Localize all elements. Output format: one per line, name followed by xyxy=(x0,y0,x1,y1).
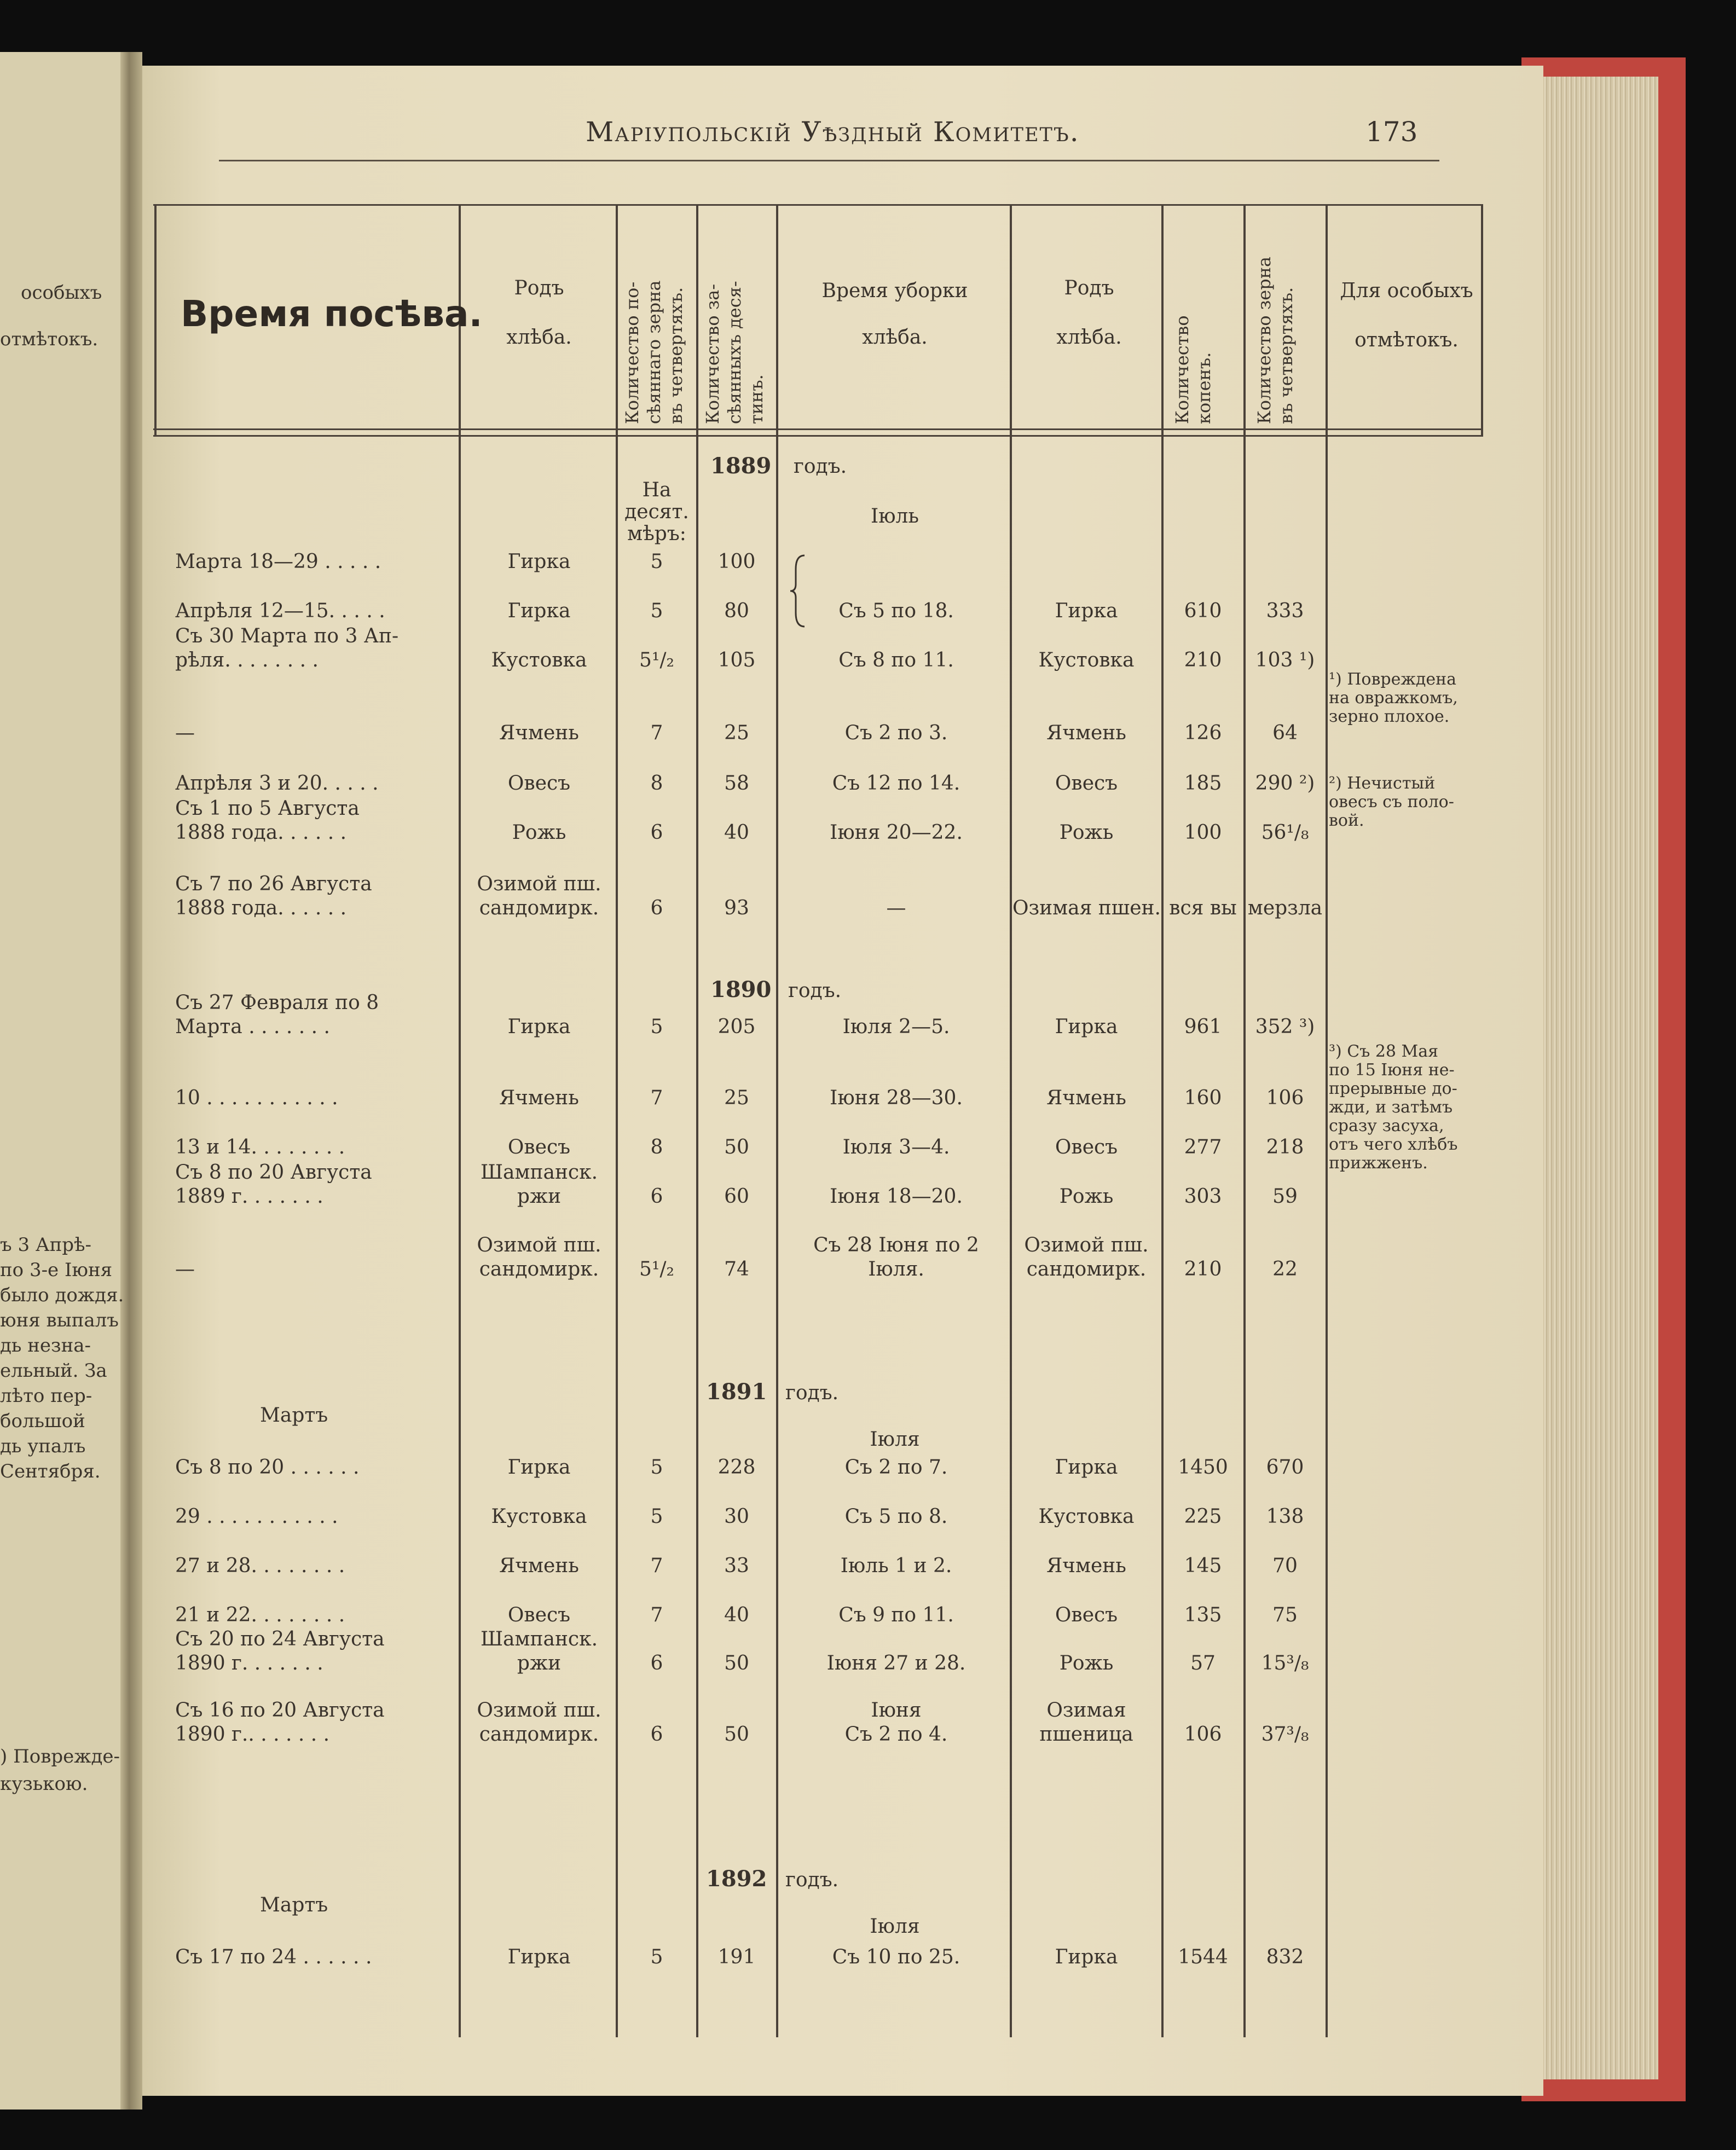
left-note-line: дь незна- xyxy=(0,1335,91,1357)
row-14-crop: Ячмень xyxy=(499,1555,579,1577)
header-rule xyxy=(219,160,1439,161)
row-3-q: 7 xyxy=(650,722,663,744)
row-2-time: Съ 30 Марта по 3 Ап- рѣля. . . . . . . . xyxy=(175,625,399,671)
row-15-d: 40 xyxy=(724,1604,749,1626)
row-12-kop: 1450 xyxy=(1178,1456,1228,1479)
row-9-crop2: Овесъ xyxy=(1055,1136,1118,1158)
row-9-crop: Овесъ xyxy=(507,1136,571,1158)
na-desyat-label: На десят. мѣръ: xyxy=(624,479,689,545)
footnote-1: ¹) Повреждена на овражкомъ, зерно плохое. xyxy=(1329,670,1458,726)
row-3-d: 25 xyxy=(724,722,749,744)
row-18-crop2: Гирка xyxy=(1055,1946,1118,1968)
year-1892-god: годъ. xyxy=(785,1869,839,1891)
row-11-d: 74 xyxy=(724,1258,749,1280)
row-4-q: 8 xyxy=(650,772,663,795)
row-7-d: 205 xyxy=(717,1016,756,1038)
row-12-d: 228 xyxy=(717,1456,756,1479)
col-header-sown-desyatins: Количество за- сѣянныхъ деся- тинъ. xyxy=(702,281,767,424)
row-12-crop: Гирка xyxy=(507,1456,571,1479)
row-14-crop2: Ячмень xyxy=(1046,1555,1126,1577)
row-13-crop2: Кустовка xyxy=(1038,1505,1135,1528)
row-4-crop: Овесъ xyxy=(507,772,571,795)
row-6-grain: мерзла xyxy=(1247,897,1323,919)
col-header-notes-line-2: отмѣтокъ. xyxy=(1355,329,1459,351)
col-divider-8 xyxy=(1326,204,1328,2037)
row-14-kop: 145 xyxy=(1184,1555,1222,1577)
row-6-kop: вся вы xyxy=(1169,897,1237,919)
row-18-harvest: Съ 10 по 25. xyxy=(832,1946,960,1968)
row-6-crop: Озимой пш. сандомирк. xyxy=(477,873,601,919)
row-13-harvest: Съ 5 по 8. xyxy=(844,1505,948,1528)
row-8-time: 10 . . . . . . . . . . . xyxy=(175,1087,338,1109)
row-12-harvest: Съ 2 по 7. xyxy=(844,1456,948,1479)
row-15-q: 7 xyxy=(650,1604,663,1626)
row-18-d: 191 xyxy=(717,1946,756,1968)
left-footnote-line-2: кузькою. xyxy=(0,1773,88,1795)
row-17-d: 50 xyxy=(724,1723,749,1746)
row-4-kop: 185 xyxy=(1184,772,1222,795)
row-1-crop: Гирка xyxy=(507,600,571,622)
row-17-harvest: Іюня Съ 2 по 4. xyxy=(844,1699,948,1746)
row-2-q: 5¹/₂ xyxy=(639,649,674,671)
row-11-kop: 210 xyxy=(1184,1258,1222,1280)
col-divider-6 xyxy=(1161,204,1164,2037)
row-16-time: Съ 20 по 24 Августа 1890 г. . . . . . . xyxy=(175,1628,385,1674)
row-15-crop: Овесъ xyxy=(507,1604,571,1626)
row-2-crop: Кустовка xyxy=(491,649,587,671)
row-12-q: 5 xyxy=(650,1456,663,1479)
row-9-time: 13 и 14. . . . . . . . xyxy=(175,1136,345,1158)
year-1890: 1890 xyxy=(710,977,772,1002)
left-note-line: Сентября. xyxy=(0,1461,101,1482)
row-0-d: 100 xyxy=(717,550,756,573)
col-header-crop2-line-1: Родъ xyxy=(1064,277,1114,299)
row-6-time: Съ 7 по 26 Августа 1888 года. . . . . . xyxy=(175,873,372,919)
col-header-crop1-line-1: Родъ xyxy=(514,277,564,299)
row-7-crop2: Гирка xyxy=(1055,1016,1118,1038)
left-header-line-1: особыхъ xyxy=(21,282,102,304)
row-5-kop: 100 xyxy=(1184,821,1222,844)
row-5-grain: 56¹/₈ xyxy=(1261,821,1309,844)
row-1-time: Апрѣля 12—15. . . . . xyxy=(175,600,385,622)
row-2-crop2: Кустовка xyxy=(1038,649,1135,671)
row-16-crop: Шампанск. ржи xyxy=(480,1628,598,1674)
row-11-crop: Озимой пш. сандомирк. xyxy=(477,1234,601,1280)
row-12-time: Съ 8 по 20 . . . . . . xyxy=(175,1456,360,1479)
row-7-q: 5 xyxy=(650,1016,663,1038)
row-1-q: 5 xyxy=(650,600,663,622)
row-13-time: 29 . . . . . . . . . . . xyxy=(175,1505,338,1528)
row-7-crop: Гирка xyxy=(507,1016,571,1038)
left-note-line: дь упалъ xyxy=(0,1435,86,1457)
row-10-kop: 303 xyxy=(1184,1185,1222,1208)
row-17-crop2: Озимая пшеница xyxy=(1039,1699,1133,1746)
row-10-grain: 59 xyxy=(1272,1185,1298,1208)
row-8-grain: 106 xyxy=(1266,1087,1304,1109)
row-9-d: 50 xyxy=(724,1136,749,1158)
col-header-grain-quarters: Количество зерна въ четвертяхъ. xyxy=(1254,256,1297,424)
row-14-q: 7 xyxy=(650,1555,663,1577)
row-18-q: 5 xyxy=(650,1946,663,1968)
row-15-crop2: Овесъ xyxy=(1055,1604,1118,1626)
year-1891: 1891 xyxy=(706,1379,767,1405)
row-4-grain: 290 ²) xyxy=(1255,772,1315,795)
row-16-harvest: Іюня 27 и 28. xyxy=(826,1652,966,1674)
row-17-q: 6 xyxy=(650,1723,663,1746)
left-note-line: ъ 3 Апрѣ- xyxy=(0,1234,92,1256)
row-8-crop: Ячмень xyxy=(499,1087,579,1109)
row-16-d: 50 xyxy=(724,1652,749,1674)
table-left-rule xyxy=(154,204,157,437)
row-17-kop: 106 xyxy=(1184,1723,1222,1746)
row-8-q: 7 xyxy=(650,1087,663,1109)
year-1889-god: годъ. xyxy=(794,455,847,478)
row-1-grain: 333 xyxy=(1266,600,1304,622)
left-note-line: по 3-е Іюня xyxy=(0,1259,113,1281)
row-1-harvest: Съ 5 по 18. xyxy=(838,600,954,622)
row-5-crop: Рожь xyxy=(512,821,566,844)
row-18-kop: 1544 xyxy=(1178,1946,1228,1968)
row-15-time: 21 и 22. . . . . . . . xyxy=(175,1604,345,1626)
table-header-rule-1 xyxy=(153,428,1483,430)
col-divider-7 xyxy=(1243,204,1246,2037)
row-10-time: Съ 8 по 20 Августа 1889 г. . . . . . . xyxy=(175,1161,372,1208)
col-header-harvest-line-1: Время уборки xyxy=(821,280,968,302)
year-1892: 1892 xyxy=(706,1866,767,1892)
col-header-sown-quarters: Количество по- сѣяннаго зерна въ четвертяхъ. xyxy=(622,280,686,424)
row-5-d: 40 xyxy=(724,821,749,844)
row-13-crop: Кустовка xyxy=(491,1505,587,1528)
table-top-rule xyxy=(153,204,1483,206)
harvest-month-iul: Іюль xyxy=(870,505,919,528)
running-header: Маріупольскій Уѣздный Комитетъ. xyxy=(586,116,1080,148)
row-4-harvest: Съ 12 по 14. xyxy=(832,772,960,795)
row-7-time: Съ 27 Февраля по 8 Марта . . . . . . . xyxy=(175,992,379,1038)
col-header-notes-line-1: Для особыхъ xyxy=(1340,280,1473,302)
row-15-kop: 135 xyxy=(1184,1604,1222,1626)
harvest-month-1891: Іюля xyxy=(870,1428,920,1451)
row-5-q: 6 xyxy=(650,821,663,844)
row-13-q: 5 xyxy=(650,1505,663,1528)
row-2-grain: 103 ¹) xyxy=(1255,649,1315,671)
row-16-grain: 15³/₈ xyxy=(1261,1652,1309,1674)
table-right-rule xyxy=(1481,204,1483,437)
row-8-harvest: Іюня 28—30. xyxy=(830,1087,963,1109)
col-header-crop1-line-2: хлѣба. xyxy=(506,326,572,349)
left-header-line-2: отмѣтокъ. xyxy=(0,328,99,350)
footnote-3: ³) Съ 28 Мая по 15 Іюня не- прерывные до- жди, и затѣмъ сразу засуха, отъ чего хлѣбъ прижженъ. xyxy=(1329,1042,1458,1173)
row-4-d: 58 xyxy=(724,772,749,795)
col-divider-1 xyxy=(459,204,461,2037)
row-5-harvest: Іюня 20—22. xyxy=(830,821,963,844)
row-17-crop: Озимой пш. сандомирк. xyxy=(477,1699,601,1746)
row-3-harvest: Съ 2 по 3. xyxy=(844,722,948,744)
row-5-time: Съ 1 по 5 Августа 1888 года. . . . . . xyxy=(175,797,360,844)
left-note-line: ельный. За xyxy=(0,1360,107,1382)
row-6-q: 6 xyxy=(650,897,663,919)
row-7-harvest: Іюля 2—5. xyxy=(842,1016,950,1038)
row-18-grain: 832 xyxy=(1266,1946,1304,1968)
row-17-time: Съ 16 по 20 Августа 1890 г.. . . . . . . xyxy=(175,1699,385,1746)
row-11-harvest: Съ 28 Іюня по 2 Іюля. xyxy=(813,1234,979,1280)
col-divider-2 xyxy=(616,204,618,2037)
sowing-month-1891: Мартъ xyxy=(260,1404,328,1427)
row-16-kop: 57 xyxy=(1190,1652,1216,1674)
footnote-2: ²) Нечистый овесъ съ поло- вой. xyxy=(1329,774,1454,830)
left-note-line: лѣто пер- xyxy=(0,1385,92,1407)
row-7-kop: 961 xyxy=(1184,1016,1222,1038)
row-3-kop: 126 xyxy=(1184,722,1222,744)
row-3-crop: Ячмень xyxy=(499,722,579,744)
left-footnote-line-1: ) Поврежде- xyxy=(0,1746,120,1767)
left-page xyxy=(0,52,129,2110)
row-11-q: 5¹/₂ xyxy=(639,1258,674,1280)
row-3-time: — xyxy=(175,722,195,744)
row-1-d: 80 xyxy=(724,600,749,622)
row-14-harvest: Іюль 1 и 2. xyxy=(840,1555,952,1577)
col-header-kopny: Количество копенъ. xyxy=(1172,315,1214,424)
year-1891-god: годъ. xyxy=(785,1382,839,1404)
row-6-crop2: Озимая пшен. xyxy=(1012,897,1161,919)
row-10-harvest: Іюня 18—20. xyxy=(830,1185,963,1208)
left-note-line: было дождя. xyxy=(0,1284,124,1306)
row-10-crop2: Рожь xyxy=(1059,1185,1114,1208)
row-10-q: 6 xyxy=(650,1185,663,1208)
sowing-month-1892: Мартъ xyxy=(260,1894,328,1916)
row-5-crop2: Рожь xyxy=(1059,821,1114,844)
row-17-grain: 37³/₈ xyxy=(1261,1723,1309,1746)
row-13-kop: 225 xyxy=(1184,1505,1222,1528)
col-divider-3 xyxy=(696,204,698,2037)
page-number: 173 xyxy=(1365,116,1418,148)
row-1-crop2: Гирка xyxy=(1055,600,1118,622)
row-14-d: 33 xyxy=(724,1555,749,1577)
row-3-grain: 64 xyxy=(1272,722,1298,744)
col-header-crop2-line-2: хлѣба. xyxy=(1056,326,1122,349)
col-divider-5 xyxy=(1010,204,1012,2037)
row-11-crop2: Озимой пш. сандомирк. xyxy=(1024,1234,1149,1280)
col-header-time-sowing: Время посѣва. xyxy=(181,293,483,335)
row-8-crop2: Ячмень xyxy=(1046,1087,1126,1109)
row-10-crop: Шампанск. ржи xyxy=(480,1161,598,1208)
row-10-d: 60 xyxy=(724,1185,749,1208)
row-6-d: 93 xyxy=(724,897,749,919)
left-note-line: большой xyxy=(0,1410,85,1432)
left-note-line: юня выпалъ xyxy=(0,1309,119,1331)
row-6-harvest: — xyxy=(886,897,906,919)
row-2-d: 105 xyxy=(717,649,756,671)
row-9-grain: 218 xyxy=(1266,1136,1304,1158)
row-18-crop: Гирка xyxy=(507,1946,571,1968)
row-4-crop2: Овесъ xyxy=(1055,772,1118,795)
harvest-month-1892: Іюля xyxy=(870,1915,920,1938)
row-18-time: Съ 17 по 24 . . . . . . xyxy=(175,1946,372,1968)
row-9-harvest: Іюля 3—4. xyxy=(842,1136,950,1158)
page-edges xyxy=(1543,77,1658,2079)
row-4-time: Апрѣля 3 и 20. . . . . xyxy=(175,772,379,795)
row-1-kop: 610 xyxy=(1184,600,1222,622)
row-0-crop: Гирка xyxy=(507,550,571,573)
row-16-q: 6 xyxy=(650,1652,663,1674)
col-divider-4 xyxy=(776,204,778,2037)
row-16-crop2: Рожь xyxy=(1059,1652,1114,1674)
row-8-d: 25 xyxy=(724,1087,749,1109)
row-7-grain: 352 ³) xyxy=(1255,1016,1315,1038)
year-1890-god: годъ. xyxy=(788,980,842,1002)
row-9-q: 8 xyxy=(650,1136,663,1158)
col-header-harvest-line-2: хлѣба. xyxy=(862,326,928,349)
row-2-harvest: Съ 8 по 11. xyxy=(838,649,954,671)
row-0-time: Марта 18—29 . . . . . xyxy=(175,550,381,573)
row-11-grain: 22 xyxy=(1272,1258,1298,1280)
row-9-kop: 277 xyxy=(1184,1136,1222,1158)
table-header-rule-2 xyxy=(153,435,1483,437)
book-gutter xyxy=(120,52,142,2110)
row-14-time: 27 и 28. . . . . . . . xyxy=(175,1555,345,1577)
row-11-time: — xyxy=(175,1258,195,1280)
row-12-grain: 670 xyxy=(1266,1456,1304,1479)
row-0-q: 5 xyxy=(650,550,663,573)
row-15-harvest: Съ 9 по 11. xyxy=(838,1604,954,1626)
row-15-grain: 75 xyxy=(1272,1604,1298,1626)
row-13-grain: 138 xyxy=(1266,1505,1304,1528)
row-8-kop: 160 xyxy=(1184,1087,1222,1109)
row-3-crop2: Ячмень xyxy=(1046,722,1126,744)
row-13-d: 30 xyxy=(724,1505,749,1528)
year-1889: 1889 xyxy=(710,453,772,479)
row-14-grain: 70 xyxy=(1272,1555,1298,1577)
row-2-kop: 210 xyxy=(1184,649,1222,671)
row-12-crop2: Гирка xyxy=(1055,1456,1118,1479)
